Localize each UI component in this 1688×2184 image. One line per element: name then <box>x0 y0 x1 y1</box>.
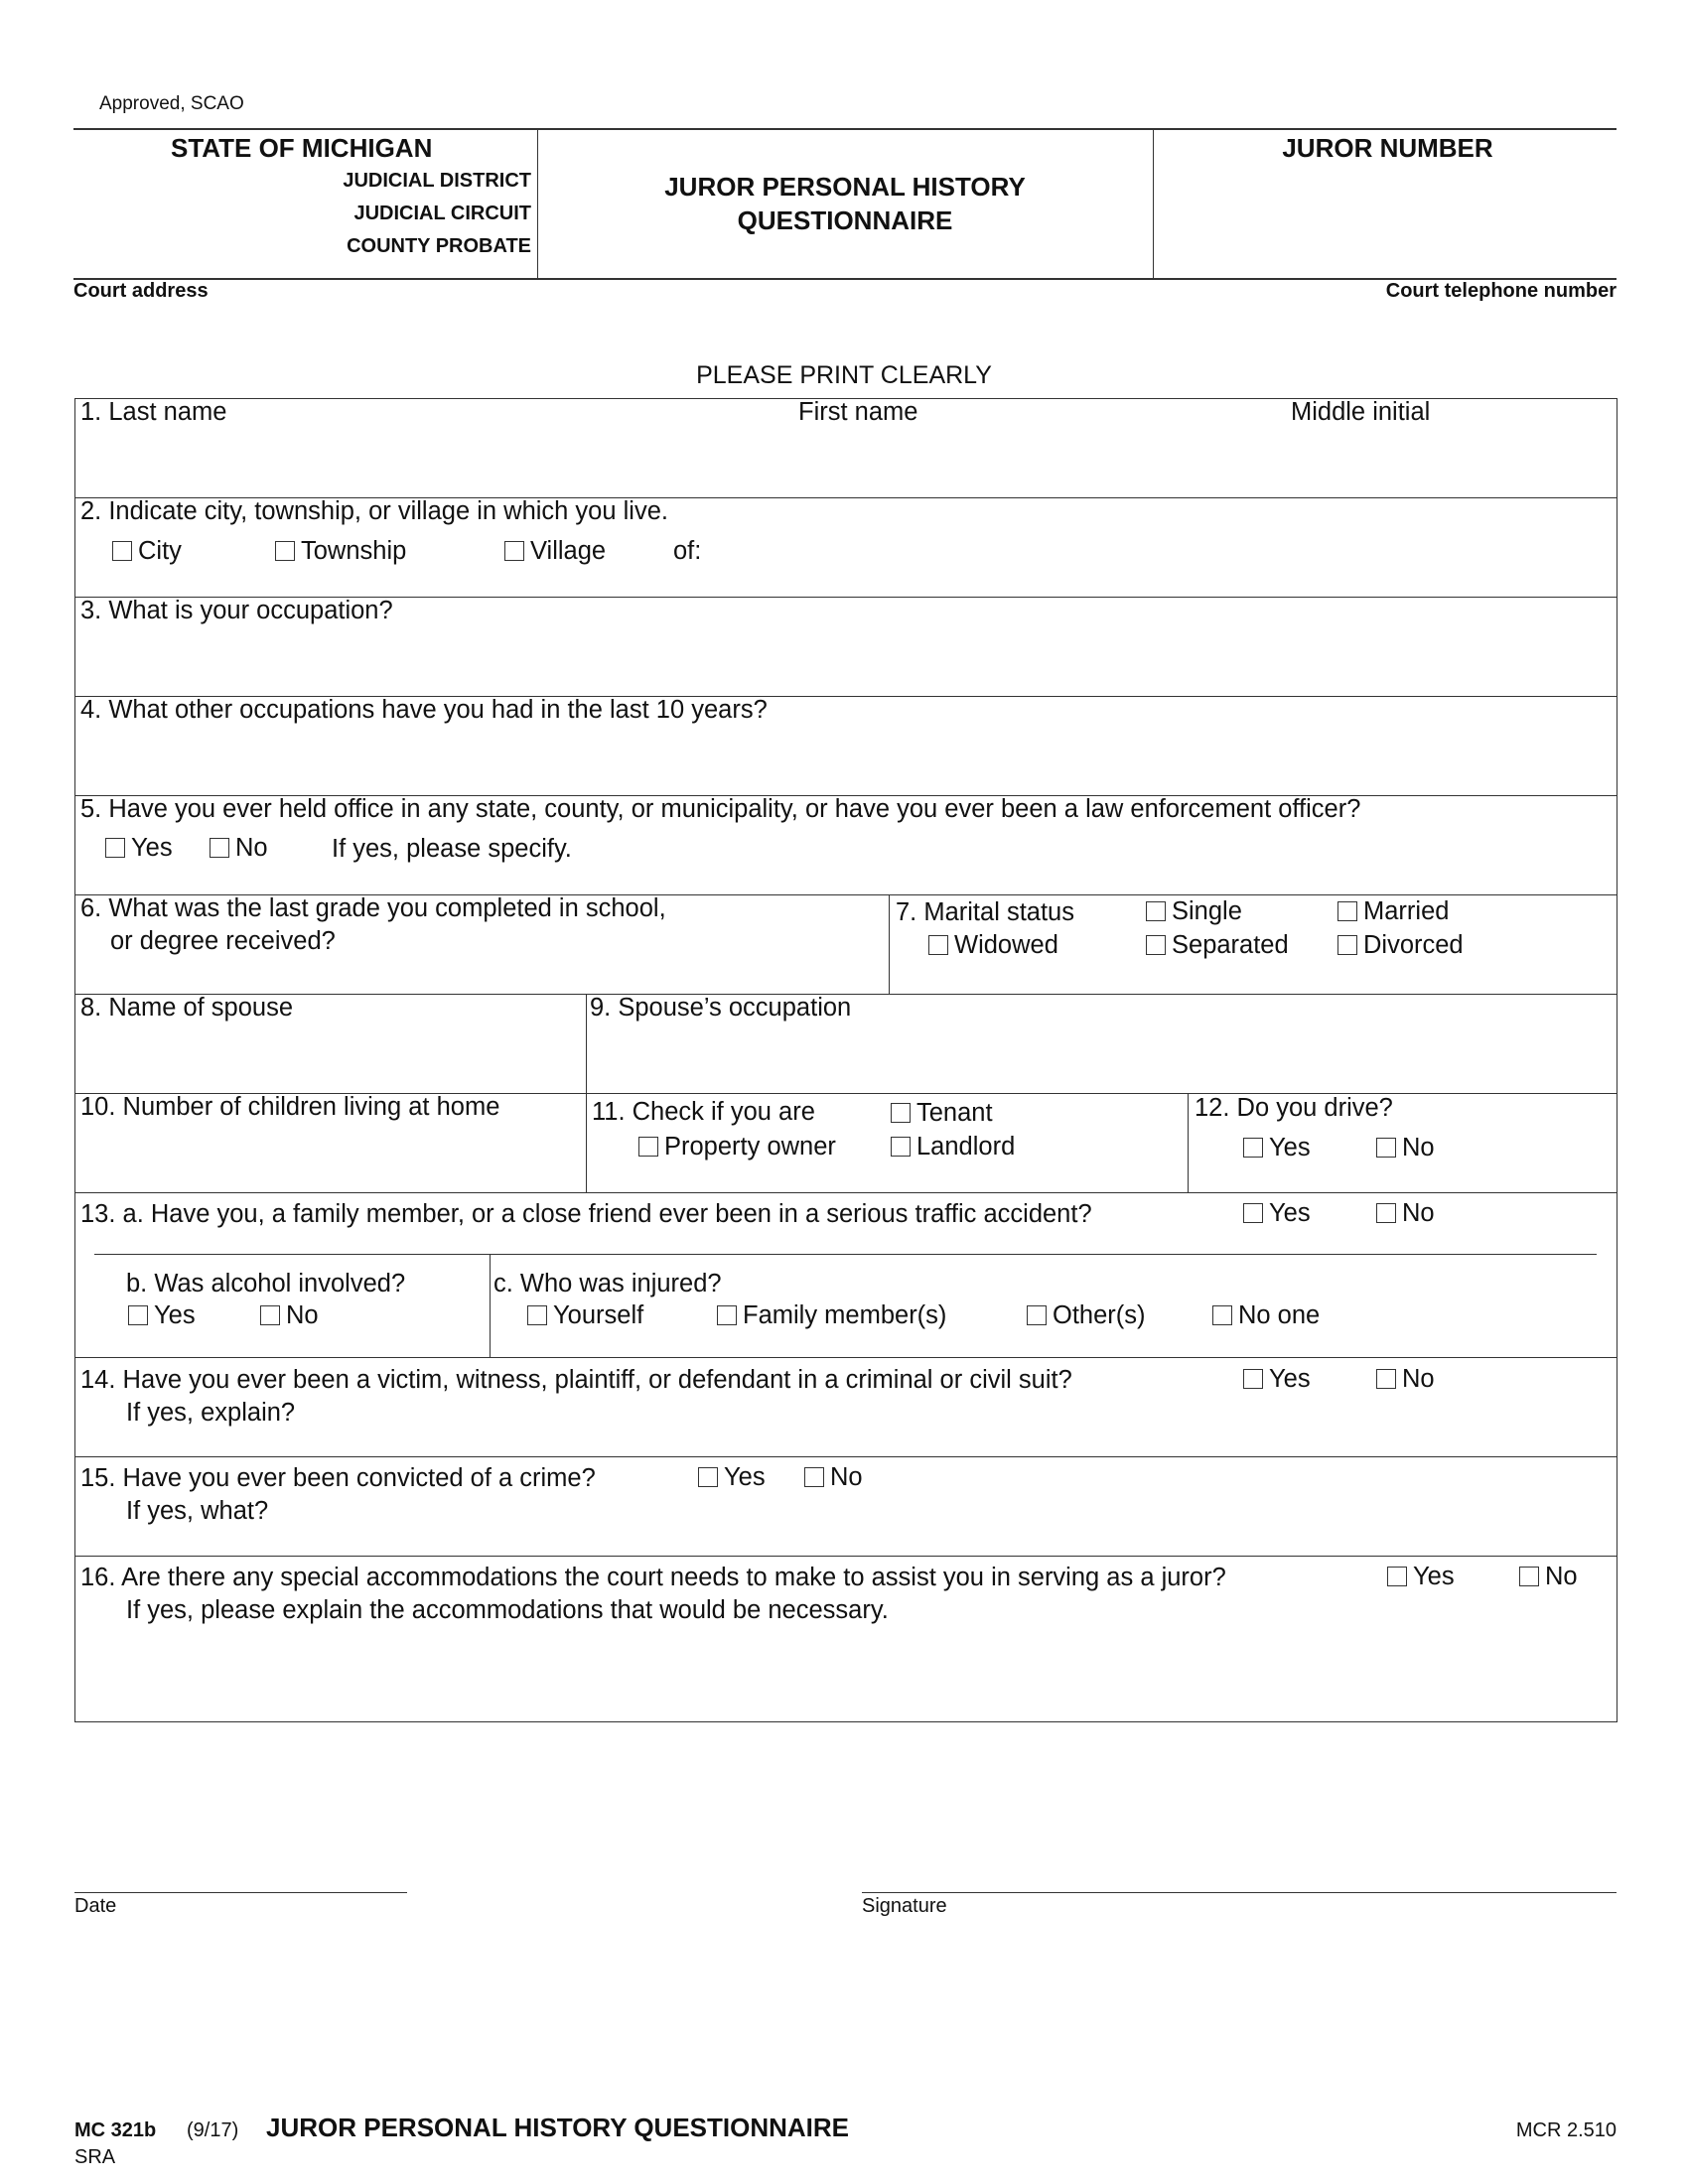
checkbox-square[interactable] <box>891 1137 911 1157</box>
q12-label: 12. Do you drive? <box>1195 1094 1393 1122</box>
checkbox-square[interactable] <box>128 1305 148 1325</box>
q15-label-line2: If yes, what? <box>126 1497 269 1525</box>
row-13-inner-rule <box>94 1254 1597 1255</box>
checkbox-square[interactable] <box>638 1137 658 1157</box>
divorced-label: Divorced <box>1363 931 1464 959</box>
form-revision: (9/17) <box>187 2119 239 2141</box>
city-label: City <box>138 537 182 565</box>
q13a-yes-label: Yes <box>1269 1199 1311 1227</box>
no-one-label: No one <box>1238 1301 1321 1329</box>
q14-label-line1: 14. Have you ever been a victim, witness, plaintiff, or defendant in a criminal or civil suit? <box>80 1366 1072 1394</box>
row-rule <box>74 1357 1617 1358</box>
footer-title: JUROR PERSONAL HISTORY QUESTIONNAIRE <box>266 2113 850 2142</box>
checkbox-square[interactable] <box>1243 1369 1263 1389</box>
form-title-line2: QUESTIONNAIRE <box>737 205 953 235</box>
checkbox-square[interactable] <box>112 541 132 561</box>
village-label: Village <box>530 537 607 565</box>
q13a-no-label: No <box>1402 1199 1435 1227</box>
q13c-label: c. Who was injured? <box>493 1270 722 1297</box>
row-rule <box>74 1556 1617 1557</box>
court-rule-reference: MCR 2.510 <box>1515 2119 1617 2141</box>
checkbox-square[interactable] <box>891 1103 911 1123</box>
checkbox-square[interactable] <box>504 541 524 561</box>
family-members-label: Family member(s) <box>743 1301 947 1329</box>
q15-yes-label: Yes <box>724 1463 766 1491</box>
property-owner-label: Property owner <box>664 1133 836 1160</box>
q5-label: 5. Have you ever held office in any state, county, or municipality, or have you ever been a law enforcement officer? <box>80 795 1361 823</box>
q5-specify-label: If yes, please specify. <box>332 835 572 863</box>
q16-yes-label: Yes <box>1413 1563 1455 1590</box>
yourself-label: Yourself <box>553 1301 644 1329</box>
of-label: of: <box>673 537 702 565</box>
q14-yes-label: Yes <box>1269 1365 1311 1393</box>
form-title-line1: JUROR PERSONAL HISTORY <box>664 172 1026 202</box>
approved-text: Approved, SCAO <box>99 93 244 114</box>
header-divider-right <box>1153 129 1154 278</box>
checkbox-square[interactable] <box>1243 1138 1263 1158</box>
q15-label-line1: 15. Have you ever been convicted of a crime? <box>80 1464 596 1492</box>
q6-label-line1: 6. What was the last grade you completed in school, <box>80 894 666 922</box>
judicial-circuit-label: JUDICIAL CIRCUIT <box>353 203 531 224</box>
judicial-district-label: JUDICIAL DISTRICT <box>343 170 531 192</box>
checkbox-square[interactable] <box>105 838 125 858</box>
other-occupations-input-area[interactable] <box>77 729 1613 792</box>
checkbox-square[interactable] <box>1387 1567 1407 1586</box>
occupation-input-area[interactable] <box>77 629 1613 693</box>
q2-label: 2. Indicate city, township, or village in which you live. <box>80 497 668 525</box>
q6-label-line2: or degree received? <box>110 927 336 955</box>
col-rule-8-9 <box>586 994 587 1192</box>
q9-label: 9. Spouse’s occupation <box>590 994 852 1022</box>
q13a-label: 13. a. Have you, a family member, or a close friend ever been in a serious traffic accident? <box>80 1200 1092 1228</box>
township-label: Township <box>301 537 407 565</box>
checkbox-square[interactable] <box>210 838 229 858</box>
married-label: Married <box>1363 897 1450 925</box>
checkbox-square[interactable] <box>1376 1369 1396 1389</box>
checkbox-square[interactable] <box>1376 1203 1396 1223</box>
widowed-label: Widowed <box>954 931 1058 959</box>
single-label: Single <box>1172 897 1242 925</box>
q12-no-label: No <box>1402 1134 1435 1161</box>
checkbox-square[interactable] <box>1337 901 1357 921</box>
first-name-label: First name <box>798 398 918 426</box>
row-rule <box>74 1192 1617 1193</box>
county-probate-label: COUNTY PROBATE <box>347 235 531 257</box>
court-telephone-label: Court telephone number <box>1385 280 1617 302</box>
signature-label: Signature <box>862 1895 947 1917</box>
q14-label-line2: If yes, explain? <box>126 1399 296 1427</box>
q7-label: 7. Marital status <box>896 898 1074 926</box>
state-title: STATE OF MICHIGAN <box>171 133 433 163</box>
col-rule-6-7 <box>889 894 890 994</box>
date-line[interactable] <box>74 1892 407 1893</box>
row-rule <box>74 1456 1617 1457</box>
checkbox-square[interactable] <box>1376 1138 1396 1158</box>
juror-number-label: JUROR NUMBER <box>1282 133 1493 163</box>
others-label: Other(s) <box>1053 1301 1146 1329</box>
court-address-label: Court address <box>73 280 209 302</box>
checkbox-square[interactable] <box>1146 935 1166 955</box>
signature-line[interactable] <box>862 1892 1617 1893</box>
header-top-rule <box>73 128 1617 130</box>
checkbox-square[interactable] <box>1212 1305 1232 1325</box>
checkbox-square[interactable] <box>527 1305 547 1325</box>
checkbox-square[interactable] <box>1519 1567 1539 1586</box>
header-divider-left <box>537 129 538 278</box>
landlord-label: Landlord <box>916 1133 1016 1160</box>
checkbox-square[interactable] <box>804 1467 824 1487</box>
q8-label: 8. Name of spouse <box>80 994 294 1022</box>
q14-no-label: No <box>1402 1365 1435 1393</box>
col-rule-11-12 <box>1188 1093 1189 1192</box>
checkbox-square[interactable] <box>1146 901 1166 921</box>
checkbox-square[interactable] <box>1337 935 1357 955</box>
q4-label: 4. What other occupations have you had in the last 10 years? <box>80 696 768 724</box>
q13b-yes-label: Yes <box>154 1301 196 1329</box>
q3-label: 3. What is your occupation? <box>80 597 393 624</box>
date-label: Date <box>74 1895 117 1917</box>
col-rule-13b-13c <box>490 1254 491 1357</box>
print-clearly-notice: PLEASE PRINT CLEARLY <box>696 361 992 389</box>
checkbox-square[interactable] <box>928 935 948 955</box>
checkbox-square[interactable] <box>1243 1203 1263 1223</box>
name-input-area[interactable] <box>77 429 1613 494</box>
q5-yes-label: Yes <box>131 834 173 862</box>
q10-label: 10. Number of children living at home <box>80 1093 500 1121</box>
q5-no-label: No <box>235 834 268 862</box>
form-number: MC 321b <box>74 2119 157 2141</box>
sra-label: SRA <box>74 2146 116 2168</box>
checkbox-square[interactable] <box>717 1305 737 1325</box>
checkbox-square[interactable] <box>1027 1305 1047 1325</box>
q13b-no-label: No <box>286 1301 319 1329</box>
q16-label-line1: 16. Are there any special accommodations the court needs to make to assist you in serving as a juror? <box>80 1564 1226 1591</box>
checkbox-square[interactable] <box>275 541 295 561</box>
last-name-label: 1. Last name <box>80 398 227 426</box>
q16-label-line2: If yes, please explain the accommodations that would be necessary. <box>126 1596 889 1624</box>
middle-initial-label: Middle initial <box>1291 398 1431 426</box>
checkbox-square[interactable] <box>698 1467 718 1487</box>
q11-label: 11. Check if you are <box>592 1098 815 1126</box>
tenant-label: Tenant <box>916 1099 993 1127</box>
q16-no-label: No <box>1545 1563 1578 1590</box>
separated-label: Separated <box>1172 931 1289 959</box>
q15-no-label: No <box>830 1463 863 1491</box>
checkbox-square[interactable] <box>260 1305 280 1325</box>
q12-yes-label: Yes <box>1269 1134 1311 1161</box>
q13b-label: b. Was alcohol involved? <box>126 1270 406 1297</box>
